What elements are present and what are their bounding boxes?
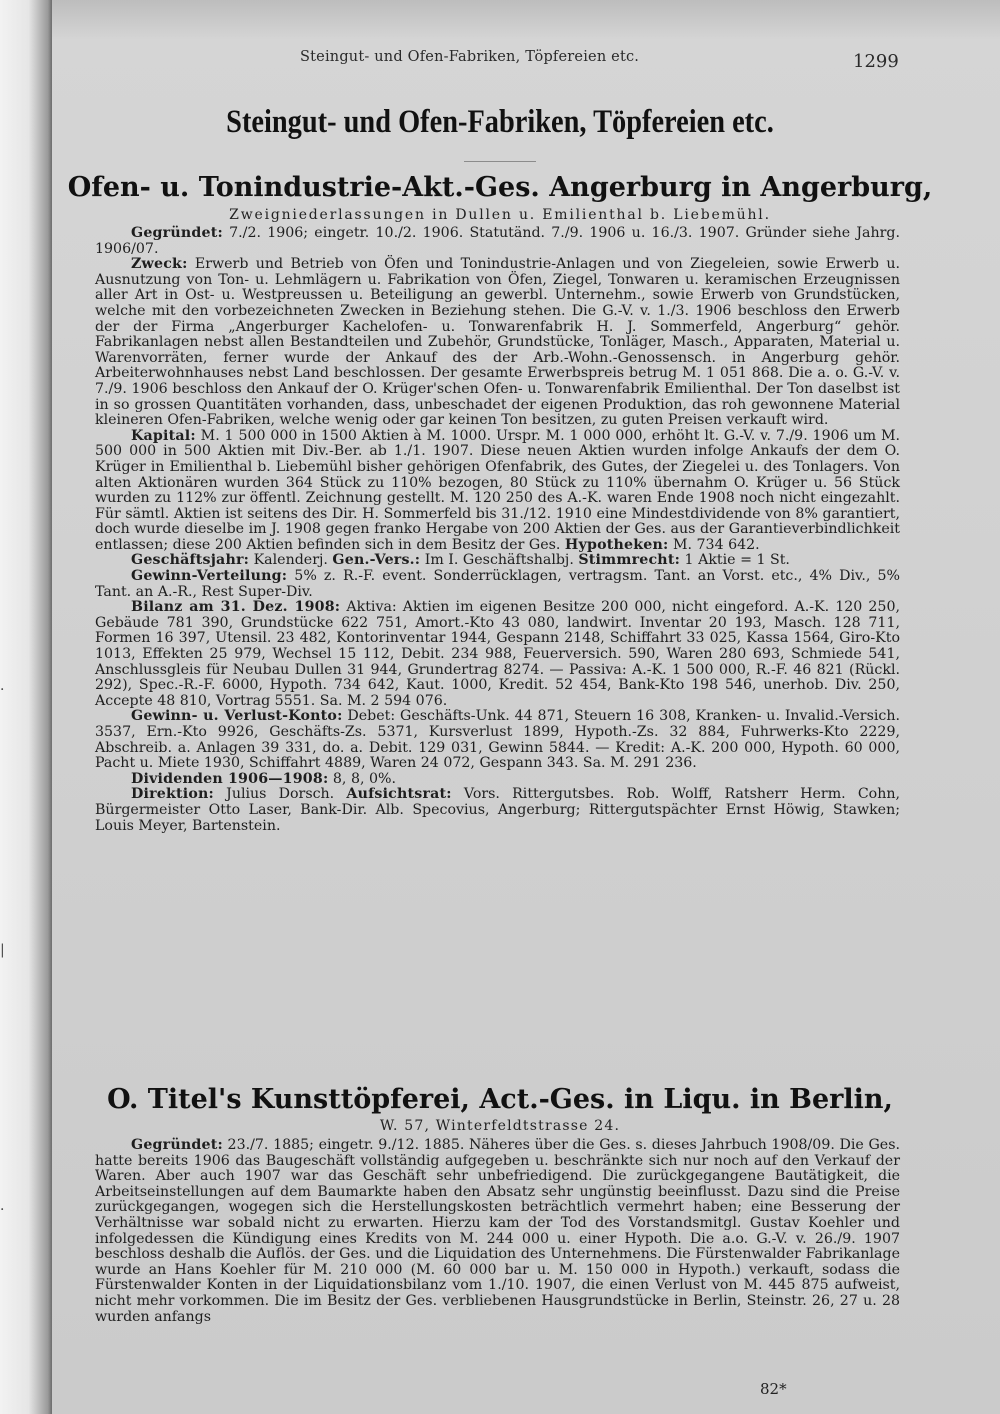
field-text: 1 Aktie = 1 St. — [680, 552, 790, 569]
entry-paragraph-founded — [95, 1138, 900, 1325]
field-text: 7./2. 1906; eingetr. 10./2. 1906. Statutänd. 7./9. 1906 u. 16./3. 1907. Gründer siehe Jahrg. 1906/07. — [95, 225, 900, 257]
field-label: Aufsichtsrat: — [346, 786, 452, 803]
company-title: Ofen- u. Tonindustrie-Akt.-Ges. Angerburg in Angerburg, — [67, 172, 933, 203]
entry-paragraph-balance — [95, 600, 900, 709]
entry-paragraph-purpose — [95, 257, 900, 429]
field-text: Erwerb und Betrieb von Öfen und Tonindustrie-Anlagen und von Ziegeleien, sowie Erwerb u. Ausnutzung von Ton- u. Lehmlägern u. Fabrikation von Öfen, Ziegel, Tonwaren u. keramischen Erzeugnissen aller Art in Ost- u. Westpreussen u. Beteiligung an gewerbl. Unternehm., sowie Erwerb von Grundstücken, welche mit den vorbezeichneten Zwecken in Beziehung stehen. Die G.-V. v. 1./3. 1906 beschloss den Erwerb der der Firma „Angerburger Kachelofen- u. Tonwarenfabrik H. J. Sommerfeld, Angerburg“ gehör. Fabrikanlagen nebst allen Bestandteilen und Zubehör, Grundstücke, Tonläger, Masch., Apparaten, Material u. Warenvorräten, ferner wurde der Ankauf des der Arb.-Wohn.-Genossensch. in Angerburg gehör. Arbeiterwohnhauses nebst Land beschlossen. Der gesamte Erwerbspreis betrug M. 1 051 868. Die a. o. G.-V. v. 7./9. 1906 beschloss den Ankauf der O. Krüger'schen Ofen- u. Tonwarenfabrik Emilienthal. Der Ton daselbst ist in so grossen Quantitäten vorhanden, dass, unbeschadet der eigenen Produktion, das roh gewonnene Material kleineren Ofen-Fabriken, welche wenig oder gar keinen Ton besitzen, zu guten Preisen verkauft wird. — [95, 256, 900, 429]
field-label: Hypotheken: — [564, 536, 669, 553]
signature-mark: 82* — [760, 1380, 787, 1398]
entry-paragraph-fiscal — [95, 553, 900, 569]
company-subtitle: Zweigniederlassungen in Dullen u. Emilienthal b. Liebemühl. — [229, 207, 771, 223]
field-label: Kapital: — [131, 427, 196, 444]
field-label: Gewinn-Verteilung: — [131, 568, 288, 585]
field-text: M. 1 500 000 in 1500 Aktien à M. 1000. Urspr. M. 1 000 000, erhöht lt. G.-V. v. 7./9. 1906 um M. 500 000 in 500 Aktien mit Div.-Ber. ab 1./1. 1907. Diese neuen Aktien wurden infolge Ankaufs der dem O. Krüger in Emilienthal b. Liebemühl bisher gehörigen Ofenfabrik, des Gutes, der Ziegelei u. des Tonlagers. Von alten Aktionären wurden 364 Stück zu 110% bezogen, 80 Stück zu 110% übernahm O. Krüger u. 56 Stück wurden zu 112% zur öffentl. Zeichnung gestellt. M. 120 250 des A.-K. waren Ende 1908 noch nicht eingezahlt. Für sämtl. Aktien ist seitens des Dir. H. Sommerfeld bis 31./12. 1910 eine Mindestdividende von 8% garantiert, doch wurde dieselbe im J. 1908 gegen franko Hergabe von 200 Aktien der Ges. aus der Garantieverbindlichkeit entlassen; diese 200 Aktien befinden sich in dem Besitz der Ges. — [95, 427, 900, 553]
field-text: 5% z. R.-F. event. Sonderrücklagen, vertragsm. Tant. an Vorst. etc., 4% Div., 5% Tant. an A.-R., Rest Super-Div. — [95, 568, 900, 600]
field-text: 23./7. 1885; eingetr. 9./12. 1885. Näheres über die Ges. s. dieses Jahrbuch 1908/09. Die Ges. hatte bereits 1906 das Baugeschäft vollständig aufgegeben u. beschränkte sich nur noch auf den Verkauf der Waren. Aber auch 1907 war das Geschäft sehr unbefriedigend. Die zurückgegangene Bautätigkeit, die Arbeitseinstellungen auf dem Baumarkte haben den Absatz sehr ungünstig beeinflusst. Dazu sind die Preise zurückgegangen, wogegen sich die Herstellungskosten beträchtlich vermehrt haben; eine Besserung der Verhältnisse war sobald nicht zu erwarten. Hierzu kam der Tod des Vorstandsmitgl. Gustav Koehler und infolgedessen die Kündigung eines Kredits von M. 244 000 u. einer Hypoth. Die a.o. G.-V. v. 26./9. 1907 beschloss deshalb die Auflös. der Ges. und die Liquidation des Unternehmens. Die Fürstenwalder Fabrikanlage wurde an Hans Koehler für M. 210 000 (M. 60 000 bar u. M. 150 000 in Hypoth.) verkauft, sodass die Fürstenwalder Konten in der Liquidationsbilanz vom 1./10. 1907, die einen Verlust von M. 445 875 aufweist, nicht mehr vorkommen. Die im Besitz der Ges. verbliebenen Hausgrundstücke in Berlin, Steinstr. 26, 27 u. 28 wurden anfangs — [95, 1137, 900, 1325]
running-header: Steingut- und Ofen-Fabriken, Töpfereien etc. — [300, 49, 640, 65]
field-text: Vors. Rittergutsbes. Rob. Wolff, Ratsherr Herm. Cohn, Bürgermeister Otto Laser, Bank-Dir. Alb. Specovius, Angerburg; Rittergutspächter Ernst Höwig, Stawken; Louis Meyer, Bartenstein. — [95, 786, 901, 834]
title-rule — [464, 161, 536, 162]
entry-paragraph-profit-loss — [95, 709, 900, 771]
page-top-shadow — [52, 0, 1000, 40]
field-text: Aktiva: Aktien im eigenen Besitze 200 000, nicht eingeford. A.-K. 120 250, Gebäude 781 390, Grundstücke 622 751, Amort.-Kto 43 080, landwirt. Inventar 20 193, Masch. 128 711, Formen 16 397, Utensil. 23 482, Kontorinventar 1944, Gespann 2148, Schiffahrt 33 025, Kassa 1564, Giro-Kto 1013, Effekten 25 979, Wechsel 15 112, Debit. 234 988, Feuerversich. 590, Waren 280 693, Schmiede 541, Anschlussgleis für Neubau Dullen 31 944, Grundertrag 8274. — Passiva: A.-K. 1 500 000, R.-F. 46 821 (Rückl. 292), Spec.-R.-F. 6000, Hypoth. 734 642, Kaut. 1000, Kredit. 52 454, Bank-Kto 198 546, unerhob. Div. 250, Accepte 48 810, Vortrag 5551. Sa. M. 2 594 076. — [95, 599, 900, 709]
company-entry-body — [95, 226, 900, 834]
field-label: Gegründet: — [131, 225, 223, 241]
entry-paragraph-management — [95, 787, 900, 834]
company-title: O. Titel's Kunsttöpferei, Act.-Ges. in Liqu. in Berlin, — [107, 1084, 893, 1115]
entry-paragraph-capital — [95, 429, 900, 554]
field-label: Gen.-Vers.: — [332, 552, 421, 569]
entry-paragraph-profit-distribution — [95, 569, 900, 600]
field-label: Direktion: — [131, 786, 214, 803]
field-text: Kalenderj. — [249, 552, 333, 569]
field-label: Zweck: — [131, 256, 188, 273]
company-subtitle: W. 57, Winterfeldtstrasse 24. — [379, 1118, 621, 1134]
field-text: Debet: Geschäfts-Unk. 44 871, Steuern 16 308, Kranken- u. Invalid.-Versich. 3537, Ern.-Kto 9926, Geschäfts-Zs. 5371, Kursverlust 1899, Hypoth.-Zs. 32 884, Fuhrwerks-Kto 2229, Abschreib. a. Anlagen 39 331, do. a. Debit. 129 031, Gewinn 5844. — Kredit: A.-K. 200 000, Hypoth. 60 000, Pacht u. Miete 1930, Schiffahrt 4889, Waren 24 072, Gespann 343. Sa. M. 291 236. — [95, 708, 900, 772]
section-title: Steingut- und Ofen-Fabriken, Töpfereien etc. — [226, 104, 774, 140]
field-text: M. 734 642. — [668, 536, 760, 553]
edge-marks: · | · — [0, 682, 5, 1218]
field-label: Geschäftsjahr: — [131, 552, 250, 569]
field-label: Stimmrecht: — [578, 552, 681, 569]
field-text: 8, 8, 0%. — [328, 770, 397, 787]
entry-paragraph-dividends — [95, 772, 900, 788]
field-text: Julius Dorsch. — [213, 786, 347, 803]
field-label: Gegründet: — [131, 1137, 223, 1153]
entry-paragraph-founded — [95, 226, 900, 257]
company-entry-body — [95, 1138, 900, 1325]
field-text: Im I. Geschäftshalbj. — [420, 552, 579, 569]
field-label: Dividenden 1906—1908: — [131, 770, 329, 787]
field-label: Gewinn- u. Verlust-Konto: — [131, 708, 343, 725]
field-label: Bilanz am 31. Dez. 1908: — [131, 599, 341, 616]
page-number: 1299 — [853, 51, 899, 72]
